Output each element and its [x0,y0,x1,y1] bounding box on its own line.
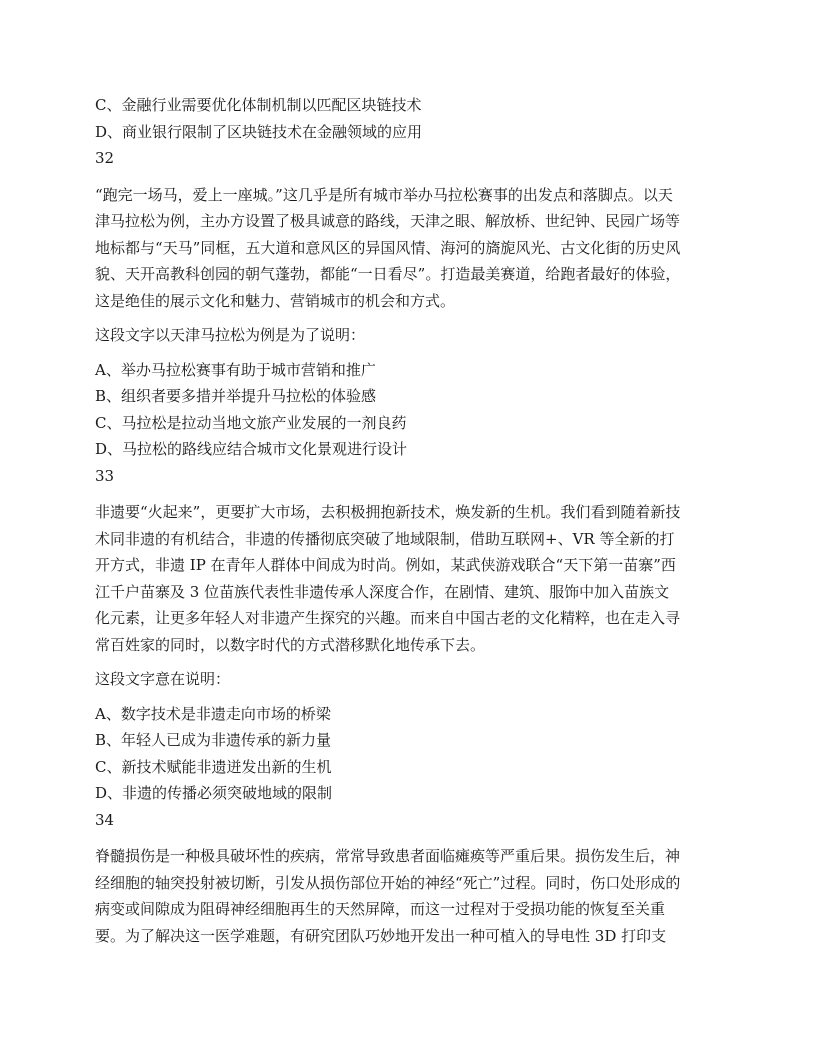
q32-passage-line: 津马拉松为例，主办方设置了极具诚意的路线，天津之眼、解放桥、世纪钟、民园广场等 [95,212,681,230]
q33-passage-line: 常百姓家的同时，以数字时代的方式潜移默化地传承下去。 [95,635,486,654]
q34-passage-line: 病变或间隙成为阻碍神经细胞再生的天然屏障，而这一过程对于受损功能的恢复至关重 [95,900,666,918]
q32-option-d[interactable]: D、马拉松的路线应结合城市文化景观进行设计 [95,440,408,458]
q31-option-c[interactable]: C、金融行业需要优化体制机制以匹配区块链技术 [95,96,422,114]
document-page [95,92,723,949]
q33-option-b[interactable]: B、年轻人已成为非遗传承的新力量 [95,731,332,749]
q32-passage [95,182,723,315]
q31-options [95,92,723,145]
q33-passage [95,499,723,658]
q34-passage [95,843,723,949]
q34-number: 34 [95,810,115,829]
q32-passage-line: “跑完一场马，爱上一座城。”这几乎是所有城市举办马拉松赛事的出发点和落脚点。以天 [95,185,673,204]
q33-number: 33 [95,466,115,485]
q32-option-b[interactable]: B、组织者要多措并举提升马拉松的体验感 [95,387,377,405]
q33-passage-line: 江千户苗寨及 3 位苗族代表性非遗传承人深度合作，在剧情、建筑、服饰中加入苗族文 [95,582,670,601]
q34-passage-line: 经细胞的轴突投射被切断，引发从损伤部位开始的神经“死亡”过程。同时，伤口处形成的 [95,873,681,892]
q33-option-a[interactable]: A、数字技术是非遗走向市场的桥梁 [95,704,331,723]
q34-passage-line: 脊髓损伤是一种极具破坏性的疾病，常常导致患者面临瘫痪等严重后果。损伤发生后，神 [95,847,681,865]
q32-option-c[interactable]: C、马拉松是拉动当地文旅产业发展的一剂良药 [95,413,407,432]
q33-option-d[interactable]: D、非遗的传播必须突破地域的限制 [95,784,333,802]
q33-passage-line: 化元素，让更多年轻人对非遗产生探究的兴趣。而来自中国古老的文化精粹，也在走入寻 [95,609,681,627]
q33-passage-line: 开方式，非遗 IP 在青年人群体中间成为时尚。例如，某武侠游戏联合“天下第一苗寨”西 [95,556,676,574]
q32-passage-line: 貌、天开高教科创园的朝气蓬勃，都能“一日看尽”。打造最美赛道，给跑者最好的体验， [95,265,681,283]
q32-options [95,357,723,463]
q34-passage-line: 要。为了解决这一医学难题，有研究团队巧妙地开发出一种可植入的导电性 3D 打印支 [95,926,667,945]
q33-options [95,701,723,807]
q33-option-c[interactable]: C、新技术赋能非遗迸发出新的生机 [95,757,332,776]
q32-question: 这段文字以天津马拉松为例是为了说明： [95,326,366,344]
q32-passage-line: 地标都与“天马”同框，五大道和意风区的异国风情、海河的旖旎风光、古文化街的历史风 [95,238,681,257]
q33-passage-line: 非遗要“火起来”，更要扩大市场，去积极拥抱新技术，焕发新的生机。我们看到随着新技 [95,503,681,521]
q33-question: 这段文字意在说明： [95,670,231,688]
q32-number: 32 [95,149,115,167]
q33-passage-line: 术同非遗的有机结合，非遗的传播彻底突破了地域限制，借助互联网+、VR 等全新的打 [95,529,675,548]
q31-option-d[interactable]: D、商业银行限制了区块链技术在金融领域的应用 [95,122,423,141]
q32-option-a[interactable]: A、举办马拉松赛事有助于城市营销和推广 [95,360,376,379]
q32-passage-line: 这是绝佳的展示文化和魅力、营销城市的机会和方式。 [95,291,456,310]
